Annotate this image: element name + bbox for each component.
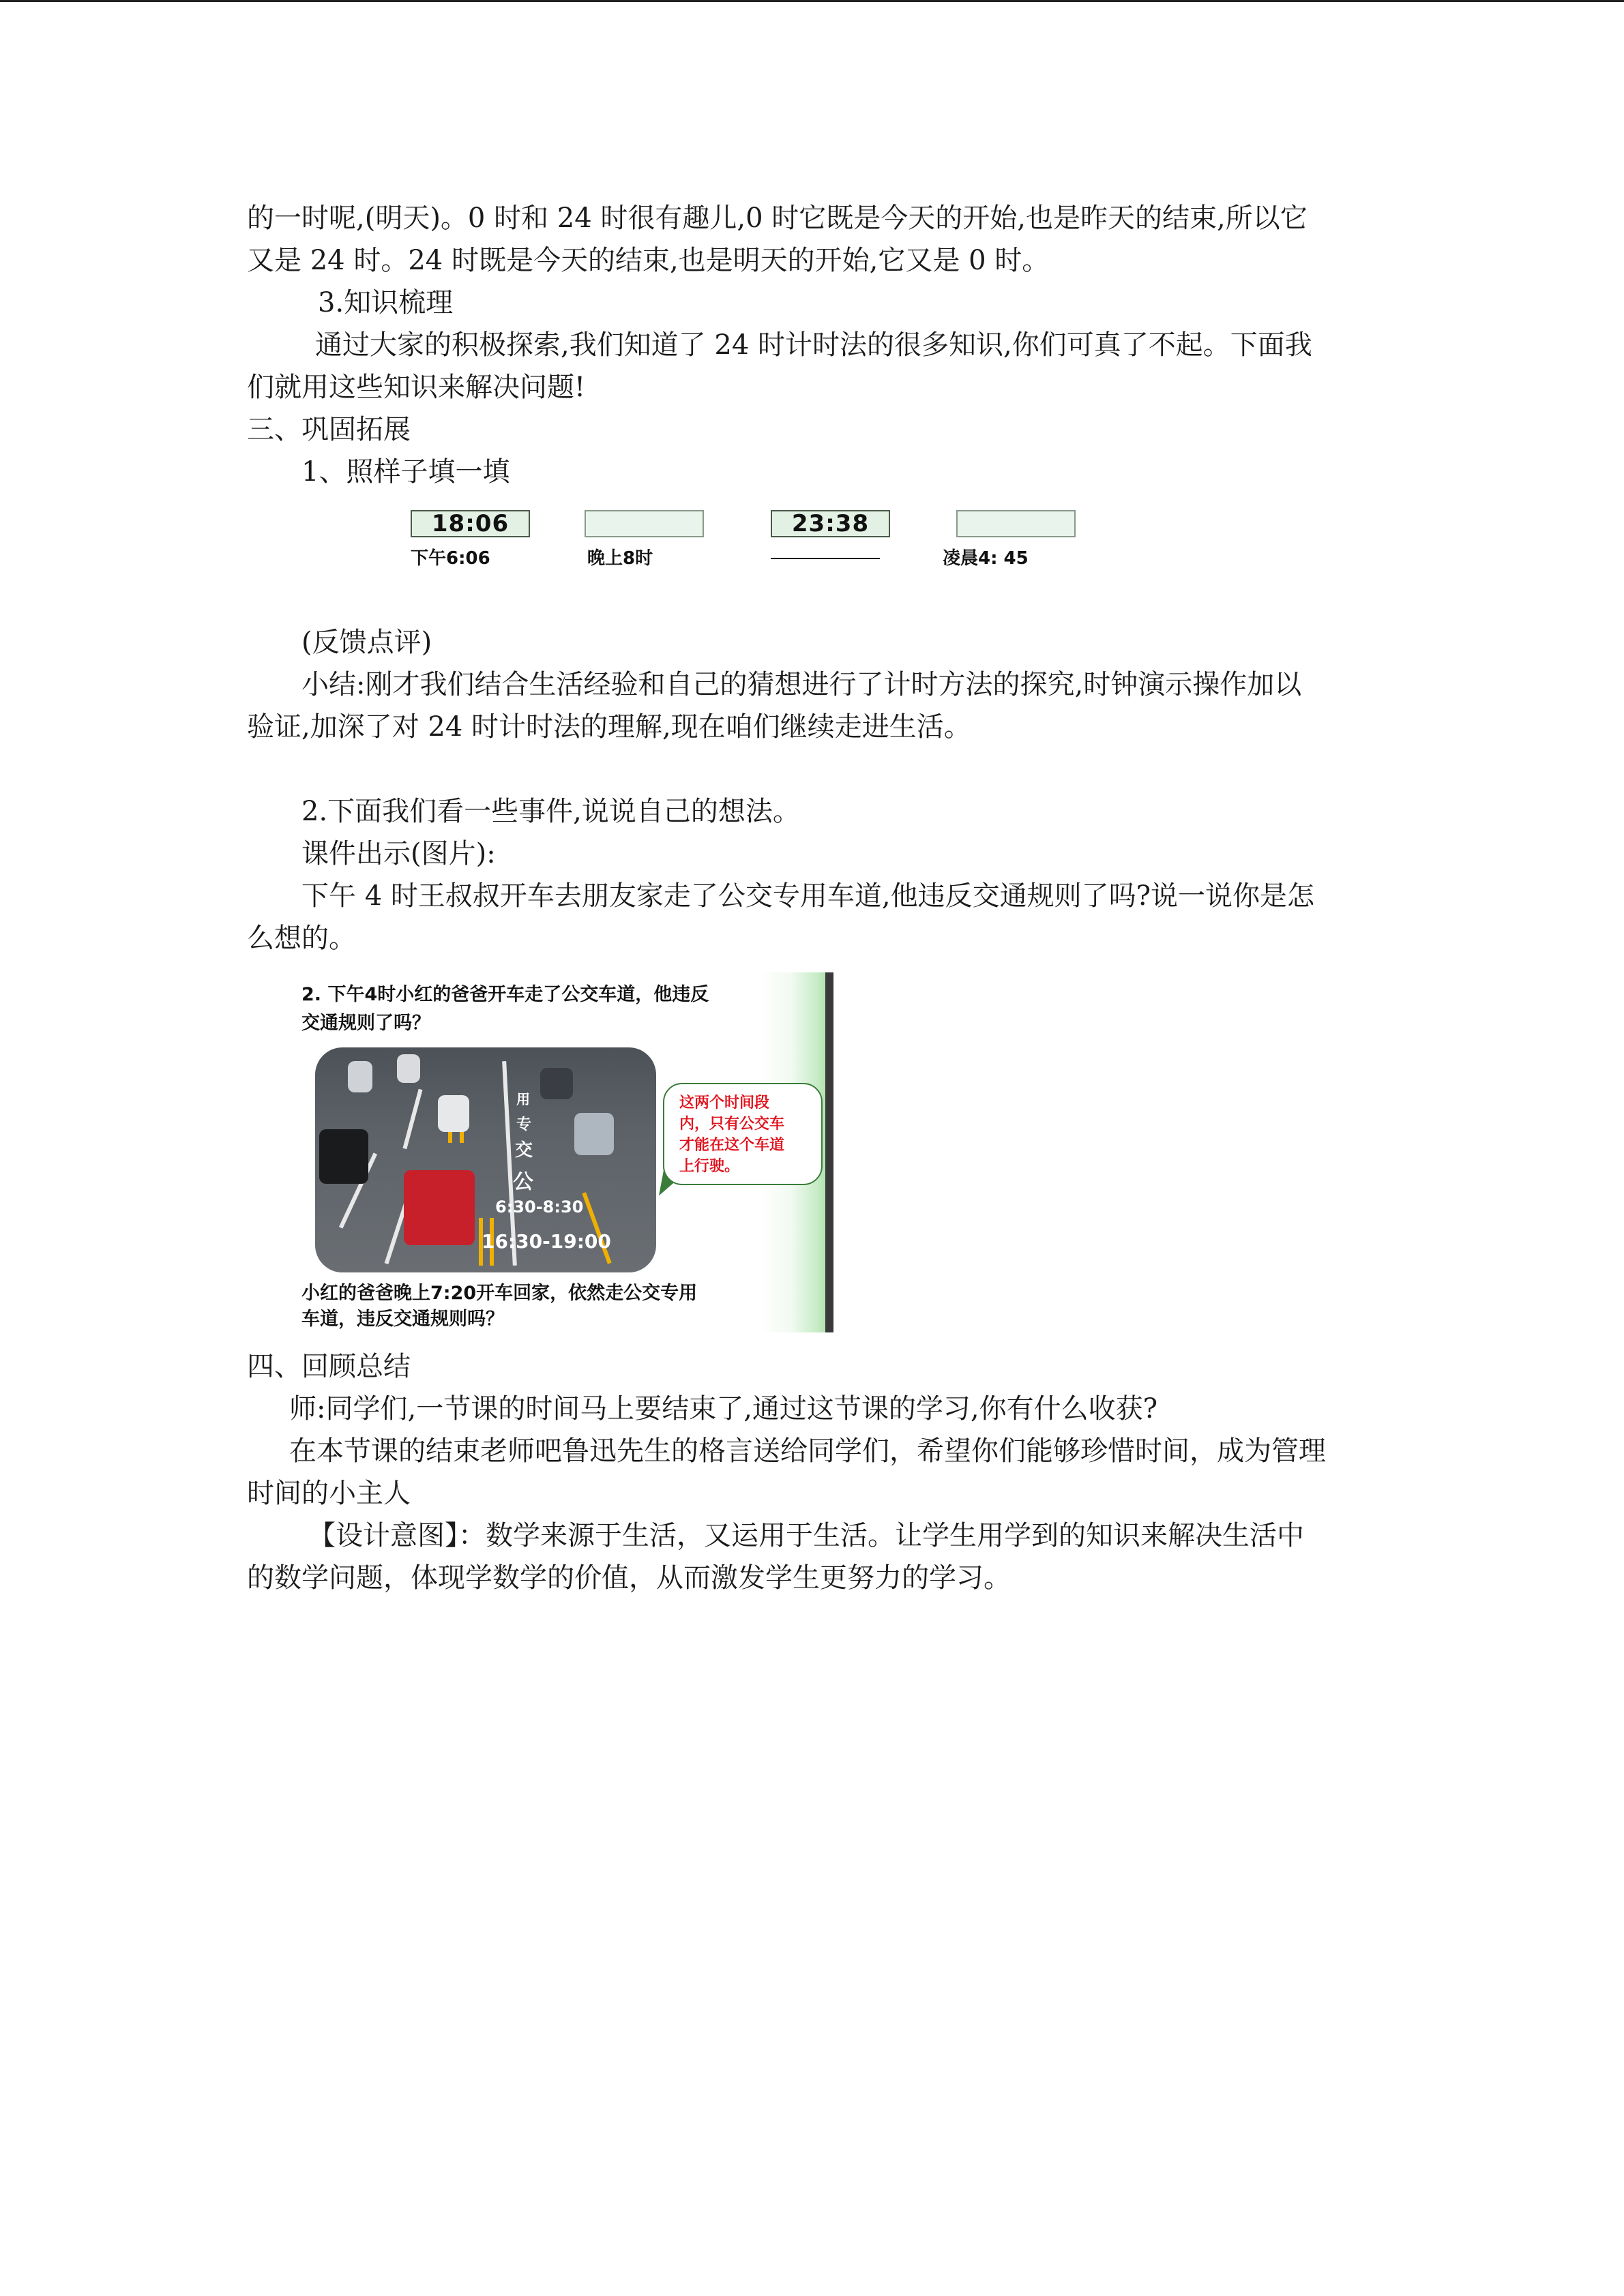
paragraph-line: 课件出示(图片): — [301, 838, 496, 869]
slide-question: 交通规则了吗？ — [301, 1013, 430, 1034]
road-marking-time: 6:30-8:30 — [495, 1197, 584, 1217]
speech-bubble — [663, 1083, 823, 1185]
bubble-text: 上行驶。 — [679, 1158, 740, 1175]
slide-question: 车道，违反交通规则吗？ — [301, 1309, 504, 1330]
paragraph-line: (反馈点评) — [301, 627, 432, 658]
paragraph-line: 的一时呢,(明天)。0 时和 24 时很有趣儿,0 时它既是今天的开始,也是昨天的结束,所以它 — [247, 203, 1308, 234]
paragraph-line: 们就用这些知识来解决问题! — [247, 372, 586, 403]
exercise-item — [771, 510, 890, 559]
paragraph-line: 2.下面我们看一些事件,说说自己的想法。 — [301, 796, 800, 827]
paragraph-line: 么想的。 — [247, 923, 356, 954]
digital-clock-display: 23:38 — [771, 510, 890, 537]
answer-blank-line[interactable] — [771, 558, 880, 559]
clock-exercise — [411, 510, 1365, 606]
bubble-text: 这两个时间段 — [679, 1094, 770, 1112]
road-marking-text: 专 — [516, 1116, 532, 1133]
paragraph-line: 的数学问题，体现学数学的价值，从而激发学生更努力的学习。 — [247, 1562, 1011, 1594]
car — [319, 1129, 368, 1184]
section-heading-4: 四、回顾总结 — [247, 1351, 411, 1382]
slide-question: 2. 下午4时小红的爸爸开车走了公交车道，他违反 — [301, 984, 709, 1005]
red-car — [404, 1170, 475, 1245]
paragraph-line: 在本节课的结束老师吧鲁迅先生的格言送给同学们，希望你们能够珍惜时间，成为管理 — [289, 1435, 1326, 1467]
digital-clock-blank[interactable] — [956, 510, 1076, 537]
digital-clock-blank[interactable] — [585, 510, 704, 537]
road-photo — [315, 1047, 656, 1272]
road-marking-text: 用 — [516, 1091, 530, 1107]
exercise-item — [411, 510, 530, 570]
car — [397, 1054, 420, 1083]
paragraph-line: 下午 4 时王叔叔开车去朋友家走了公交专用车道,他违反交通规则了吗?说一说你是怎 — [301, 880, 1315, 912]
exercise-heading: 1、照样子填一填 — [301, 456, 510, 488]
exercise-caption: 下午6:06 — [411, 548, 490, 569]
road-marking-text: 公 — [513, 1170, 533, 1194]
road-marking-text: 交 — [515, 1140, 533, 1161]
bubble-text: 才能在这个车道 — [679, 1137, 785, 1154]
paragraph-line: 师:同学们,一节课的时间马上要结束了,通过这节课的学习,你有什么收获? — [289, 1393, 1158, 1425]
bus-lane-slide-image — [301, 972, 833, 1332]
exercise-caption: 晚上8时 — [587, 548, 653, 569]
paragraph-line: 小结:刚才我们结合生活经验和自己的猜想进行了计时方法的探究,时钟演示操作加以 — [301, 669, 1302, 700]
slide-edge — [825, 972, 833, 1332]
slide-question: 小红的爸爸晚上7:20开车回家，依然走公交专用 — [301, 1283, 698, 1304]
lane-marking — [402, 1089, 422, 1149]
paragraph-line: 又是 24 时。24 时既是今天的结束,也是明天的开始,它又是 0 时。 — [247, 245, 1050, 276]
bubble-text: 内，只有公交车 — [679, 1116, 785, 1133]
road-marking-time: 16:30-19:00 — [482, 1230, 611, 1253]
car — [574, 1113, 614, 1155]
car — [348, 1061, 372, 1092]
paragraph-line: 验证,加深了对 24 时计时法的理解,现在咱们继续走进生活。 — [247, 711, 971, 743]
exercise-caption: 凌晨4: 45 — [943, 548, 1029, 569]
subheading-knowledge: 3.知识梳理 — [318, 287, 454, 318]
section-heading-3: 三、巩固拓展 — [247, 414, 411, 445]
car — [438, 1095, 469, 1132]
car — [540, 1068, 573, 1099]
lane-marking-yellow — [582, 1192, 611, 1264]
exercise-item — [585, 510, 704, 570]
paragraph-line: 通过大家的积极探索,我们知道了 24 时计时法的很多知识,你们可真了不起。下面我 — [315, 329, 1312, 361]
page-top-border — [0, 0, 1624, 2]
design-intent-line: 【设计意图】：数学来源于生活，又运用于生活。让学生用学到的知识来解决生活中 — [308, 1520, 1304, 1551]
paragraph-line: 时间的小主人 — [247, 1478, 411, 1509]
exercise-item — [943, 510, 1076, 570]
digital-clock-display: 18:06 — [411, 510, 530, 537]
